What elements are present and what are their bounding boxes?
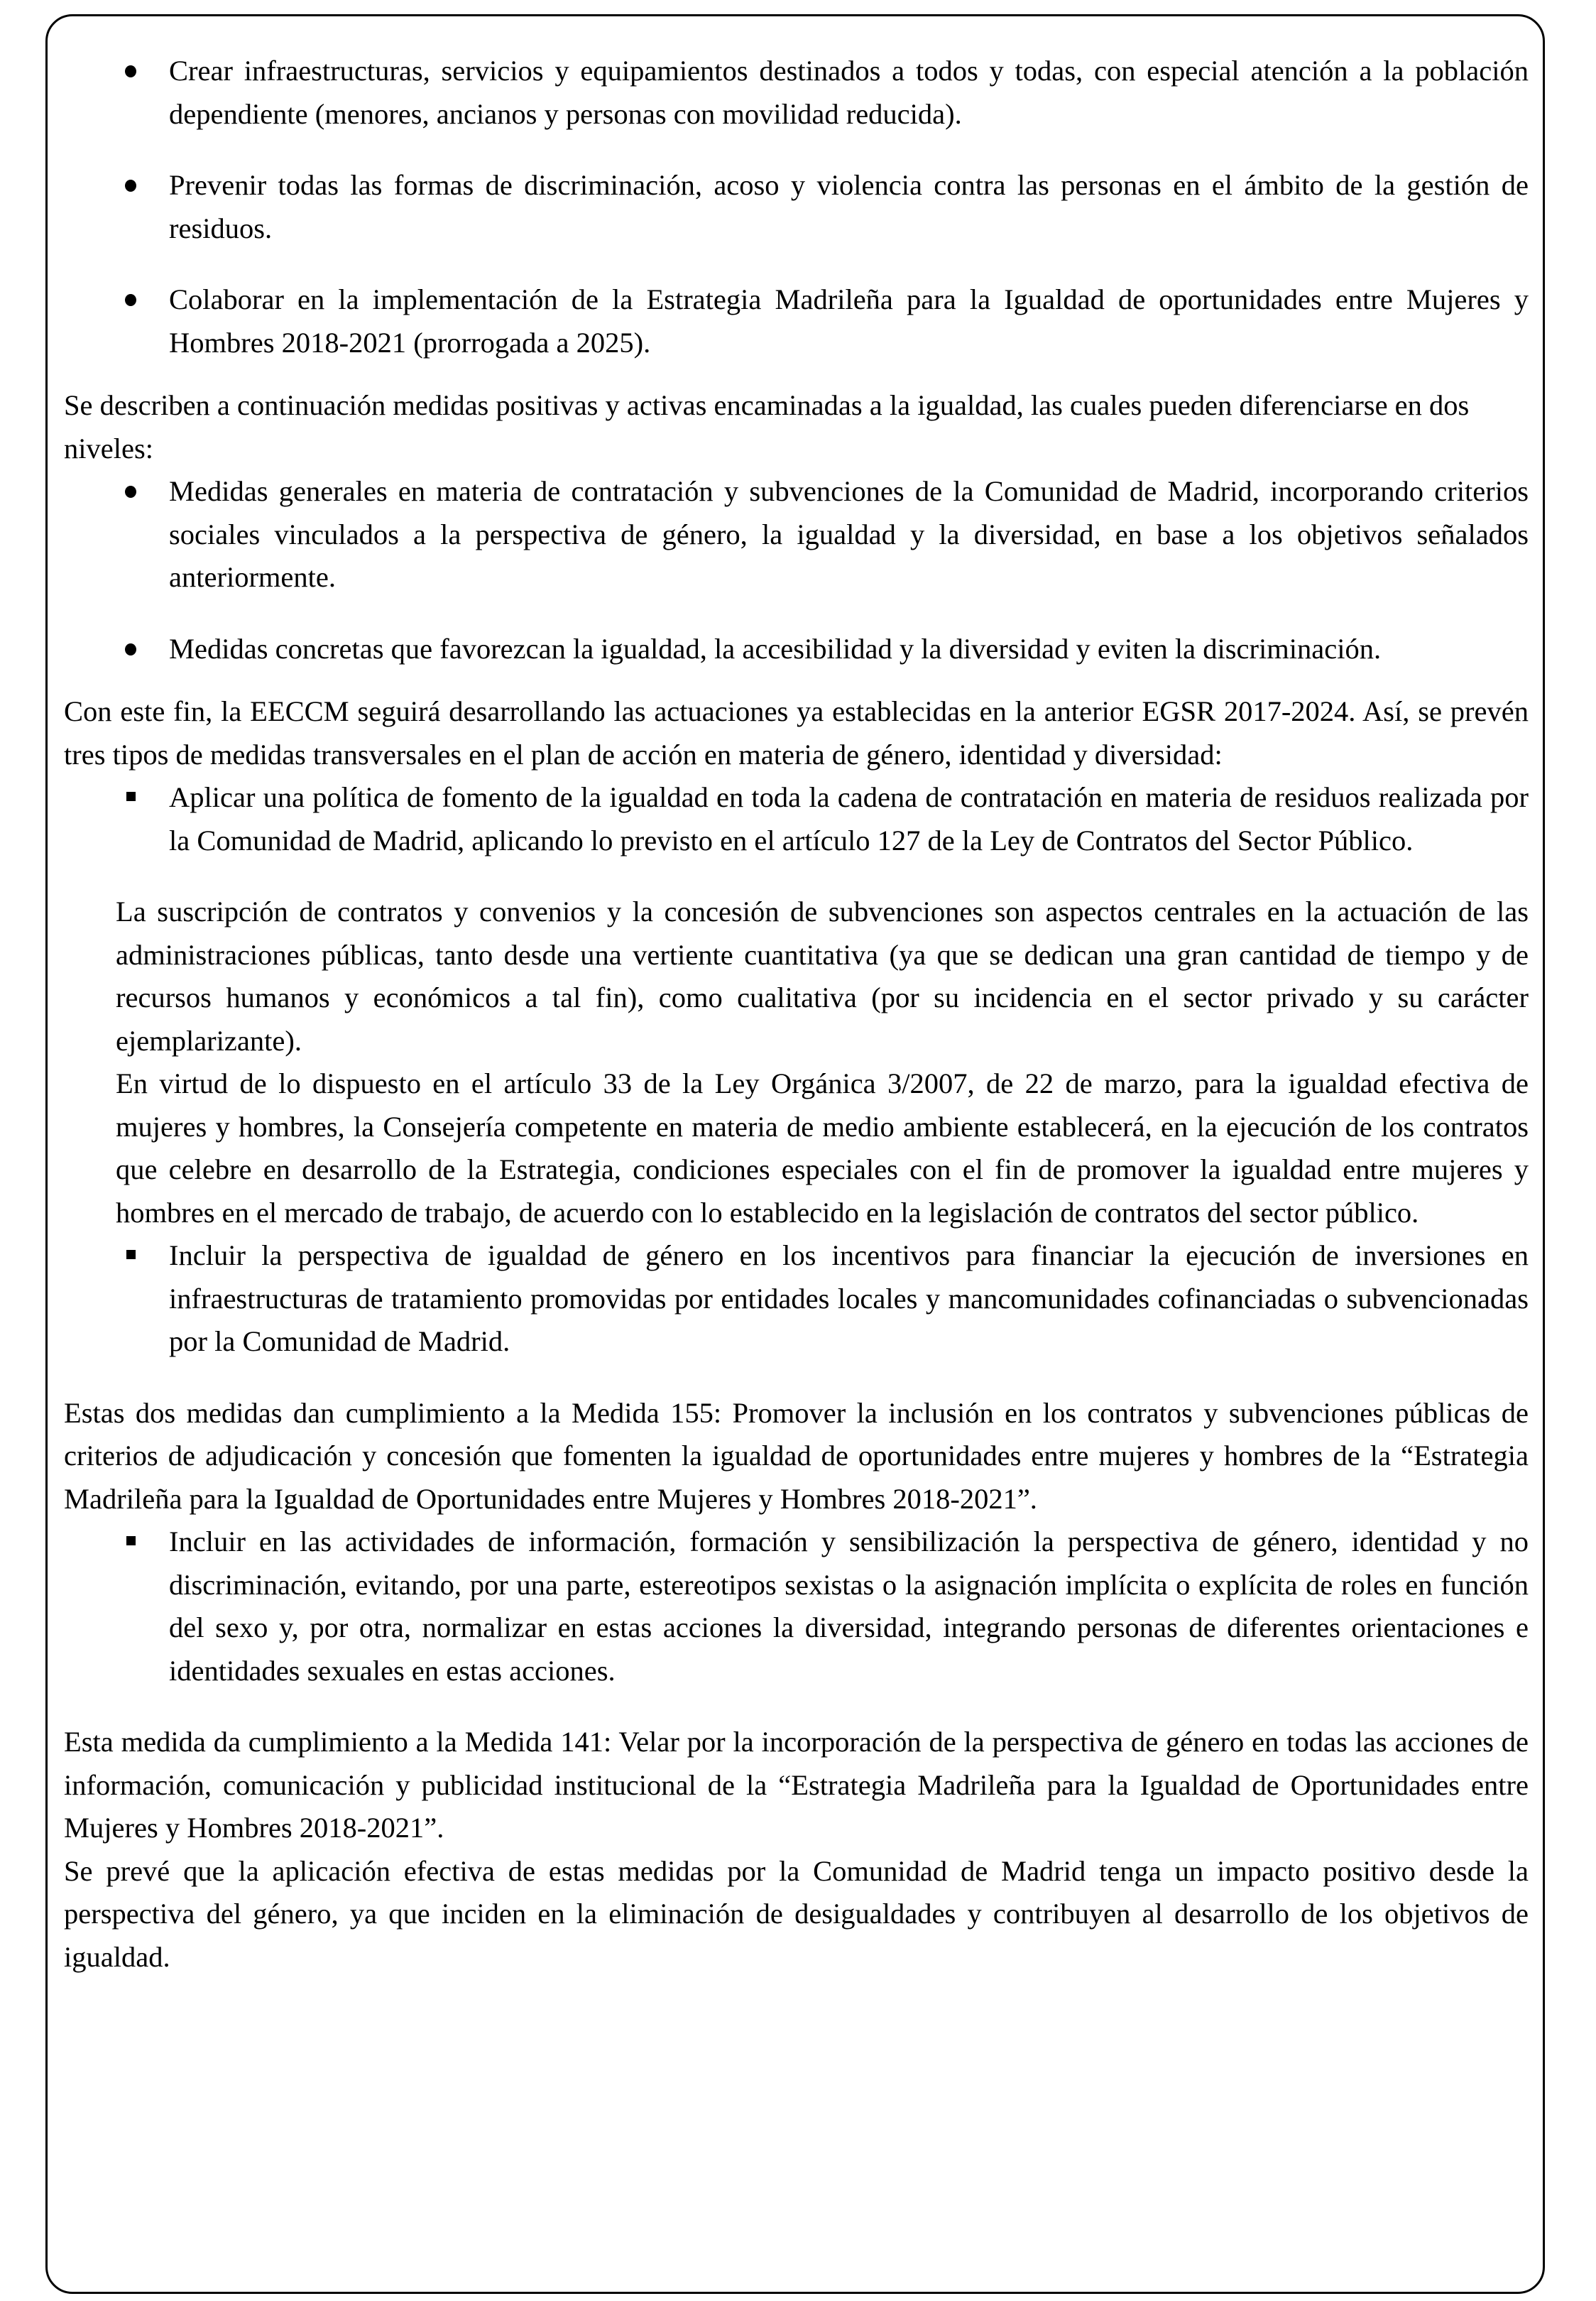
bullet-text: Medidas generales en materia de contratación y subvenciones de la Comunidad de Madrid, incorporando criterios sociales vinculados a la perspectiva de género, la igualdad y la diversidad, en base a los objetivos señalados anteriormente.	[169, 475, 1529, 593]
bullet-item	[64, 628, 1529, 671]
indented-paragraph-ley-organica: En virtud de lo dispuesto en el artículo 33 de la Ley Orgánica 3/2007, de 22 de marzo, para la igualdad efectiva de mujeres y hombres, la Consejería competente en materia de medio ambiente establecerá, en la ejecución de los contratos que celebre en desarrollo de la Estrategia, condiciones especiales con el fin de promover la igualdad entre mujeres y hombres en el mercado de trabajo, de acuerdo con lo establecido en la legislación de contratos del sector público.	[116, 1067, 1529, 1229]
paragraph-medida-155: Estas dos medidas dan cumplimiento a la Medida 155: Promover la inclusión en los contratos y subvenciones públicas de criterios de adjudicación y concesión que fomenten la igualdad de oportunidades entre mujeres y hombres de la “Estrategia Madrileña para la Igualdad de Oportunidades entre Mujeres y Hombres 2018-2021”.	[64, 1396, 1529, 1515]
bullet-dot-icon	[64, 278, 169, 321]
bullet-item	[64, 164, 1529, 250]
bullet-square-icon	[64, 776, 169, 819]
bullet-text: Crear infraestructuras, servicios y equipamientos destinados a todos y todas, con especial atención a la población dependiente (menores, ancianos y personas con movilidad reducida).	[169, 55, 1529, 130]
bullet-text: Aplicar una política de fomento de la igualdad en toda la cadena de contratación en materia de residuos realizada por la Comunidad de Madrid, aplicando lo previsto en el artículo 127 de la Ley de Contratos del Sector Público.	[169, 781, 1529, 856]
bullet-dot-icon	[64, 164, 169, 207]
paragraph-levels: Se describen a continuación medidas positivas y activas encaminadas a la igualdad, las cuales pueden diferenciarse en dos niveles:	[64, 389, 1470, 464]
bullet-item	[64, 50, 1529, 136]
paragraph-eeccm: Con este fin, la EECCM seguirá desarrollando las actuaciones ya establecidas en la anterior EGSR 2017-2024. Así, se prevén tres tipos de medidas transversales en el plan de acción en materia de género, identidad y diversidad:	[64, 695, 1529, 771]
bullet-dot-icon	[64, 470, 169, 513]
bullet-item	[64, 470, 1529, 599]
paragraph-medida-141: Esta medida da cumplimiento a la Medida 141: Velar por la incorporación de la perspectiva de género en todas las acciones de información, comunicación y publicidad institucional de la “Estrategia Madrileña para la Igualdad de Oportunidades entre Mujeres y Hombres 2018-2021”.	[64, 1726, 1529, 1844]
bullet-square-icon	[64, 1234, 169, 1277]
document-body	[64, 50, 1529, 1979]
square-bullet-item	[64, 1234, 1529, 1364]
bullet-text: Medidas concretas que favorezcan la igualdad, la accesibilidad y la diversidad y eviten la discriminación.	[169, 632, 1382, 665]
bullet-text: Incluir en las actividades de información, formación y sensibilización la perspectiva de género, identidad y no discriminación, evitando, por una parte, estereotipos sexistas o la asignación implícita o explícita de roles en función del sexo y, por otra, normalizar en estas acciones la diversidad, integrando personas de diferentes orientaciones e identidades sexuales en estas acciones.	[169, 1525, 1529, 1687]
bullet-text: Prevenir todas las formas de discriminación, acoso y violencia contra las personas en el ámbito de la gestión de residuos.	[169, 169, 1529, 244]
bullet-text: Incluir la perspectiva de igualdad de género en los incentivos para financiar la ejecución de inversiones en infraestructuras de tratamiento promovidas por entidades locales y mancomunidades cofinanciadas o subvencionadas por la Comunidad de Madrid.	[169, 1239, 1529, 1357]
indented-paragraph-contracts: La suscripción de contratos y convenios y la concesión de subvenciones son aspectos centrales en la actuación de las administraciones públicas, tanto desde una vertiente cuantitativa (ya que se dedican una gran cantidad de tiempo y de recursos humanos y económicos a tal fin), como cualitativa (por su incidencia en el sector privado y su carácter ejemplarizante).	[116, 896, 1529, 1057]
paragraph-impacto: Se prevé que la aplicación efectiva de estas medidas por la Comunidad de Madrid tenga un impacto positivo desde la perspectiva del género, ya que inciden en la eliminación de desigualdades y contribuyen al desarrollo de los objetivos de igualdad.	[64, 1854, 1529, 1973]
bullet-dot-icon	[64, 628, 169, 670]
bullet-square-icon	[64, 1521, 169, 1563]
bullet-text: Colaborar en la implementación de la Estrategia Madrileña para la Igualdad de oportunidades entre Mujeres y Hombres 2018-2021 (prorrogada a 2025).	[169, 283, 1529, 359]
bullet-dot-icon	[64, 50, 169, 92]
bullet-item	[64, 278, 1529, 364]
square-bullet-item	[64, 776, 1529, 862]
square-bullet-item	[64, 1521, 1529, 1692]
